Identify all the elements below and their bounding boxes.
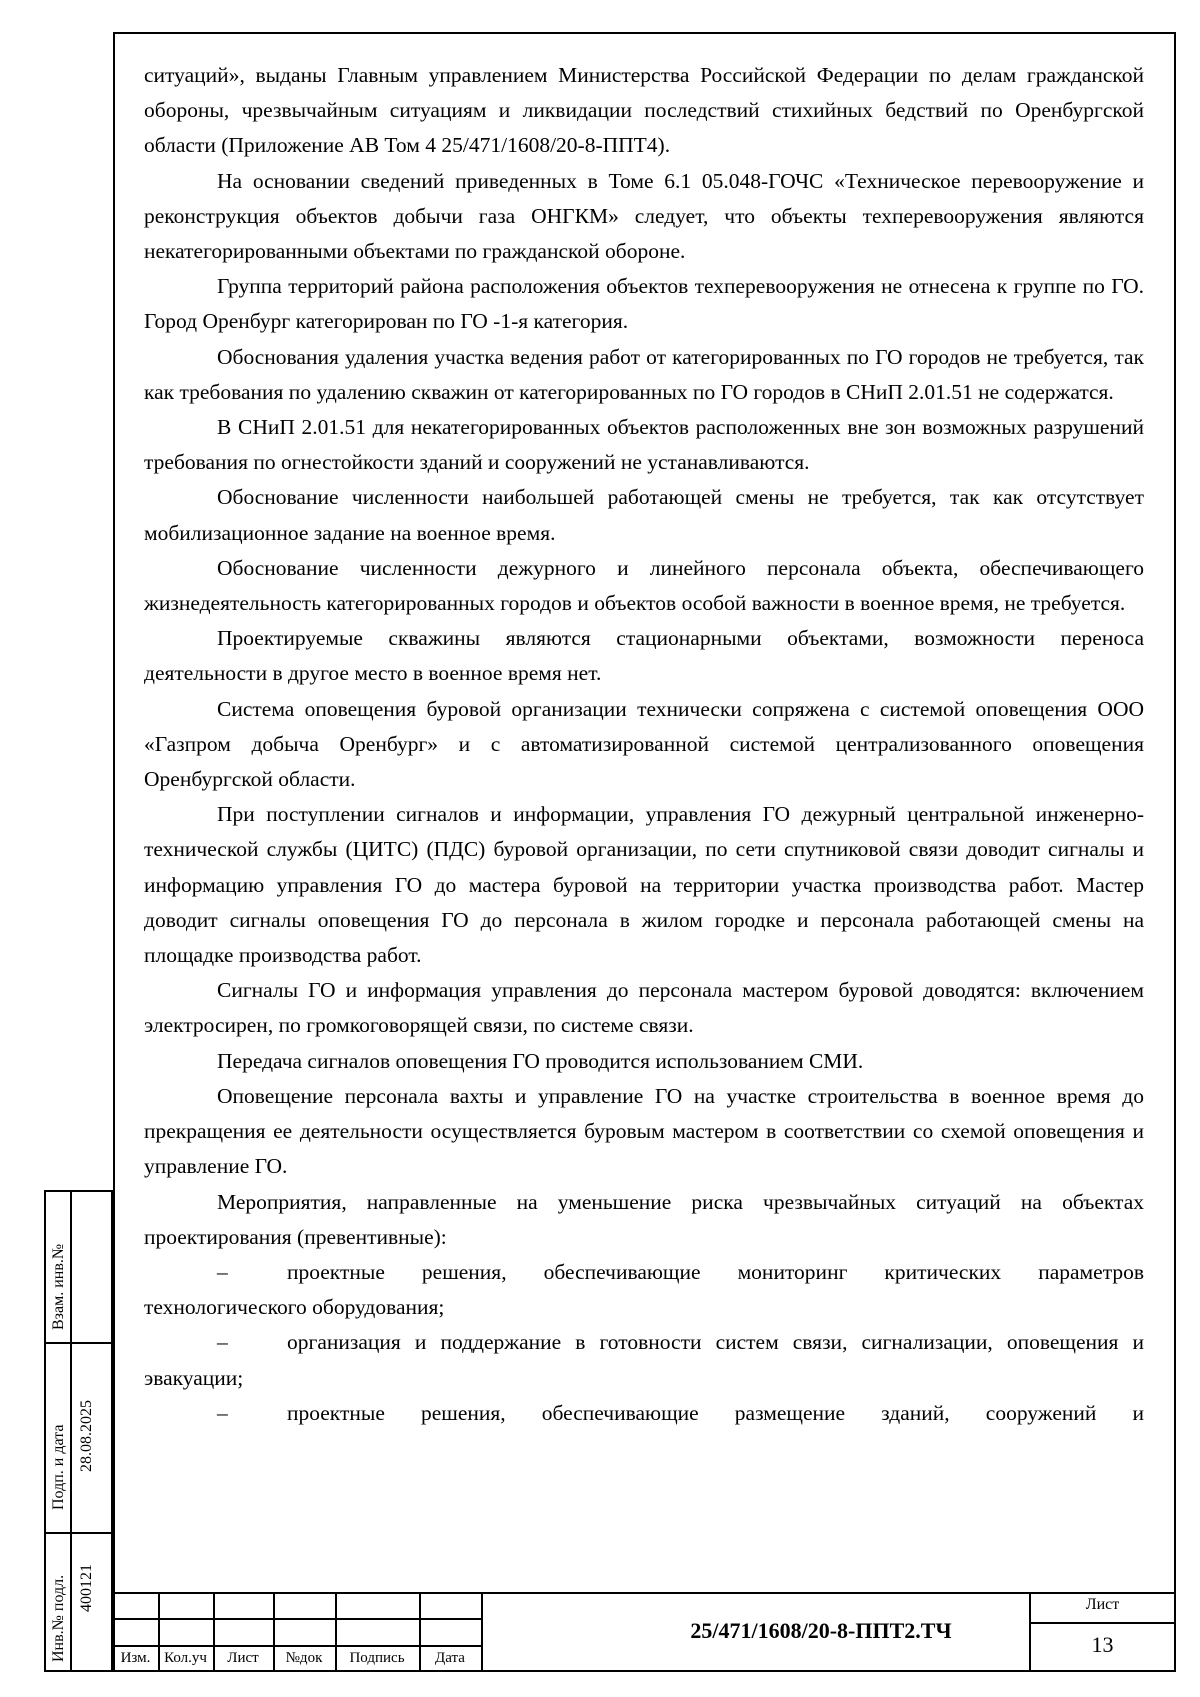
paragraph: Оповещение персонала вахты и управление ГО на участке строительства в военное время до прекращения ее деятельности осуществляется буровым мастером в соответствии со схемой оповещения и управление ГО. — [144, 1083, 1144, 1179]
list-item — [144, 1396, 1144, 1431]
side-stamp-divider — [70, 1192, 72, 1670]
title-block-row-line — [113, 1618, 483, 1620]
col-label-data: Дата — [435, 1650, 465, 1666]
inv-podl-value: 400121 — [78, 1564, 95, 1612]
list-item — [144, 1325, 1144, 1395]
paragraph: Система оповещения буровой организации технически сопряжена с системой оповещения ООО «Газпром добыча Оренбург» и с автоматизированной системой централизованного оповещения Оренбургской области. — [144, 696, 1144, 792]
paragraph: В СНиП 2.01.51 для некатегорированных объектов расположенных вне зон возможных разрушений требования по огнестойкости зданий и сооружений не устанавливаются. — [144, 415, 1144, 475]
col-label-list: Лист — [227, 1650, 259, 1666]
paragraph: Проектируемые скважины являются стационарными объектами, возможности переноса деятельности в другое место в военное время нет. — [144, 626, 1144, 686]
col-label-ndok: №док — [285, 1650, 323, 1666]
paragraph: На основании сведений приведенных в Томе 6.1 05.048-ГОЧС «Техническое перевооружение и реконструкция объектов добычи газа ОНГКМ» следует, что объекты техперевооружения являются некатегорированными объектами по гражданской обороне. — [144, 168, 1144, 264]
title-block — [113, 1592, 1176, 1672]
paragraph: Группа территорий района расположения объектов техперевооружения не отнесена к группе по ГО. Город Оренбург категорирован по ГО -1-я категория. — [144, 274, 1144, 334]
vzam-inv-label: Взам. инв.№ — [50, 1243, 67, 1330]
side-stamp-row-line — [46, 1532, 111, 1534]
paragraph: Сигналы ГО и информация управления до персонала мастером буровой доводятся: включением электросирен, по громкоговорящей связи, по системе связи. — [144, 978, 1144, 1038]
inv-podl-label: Инв.№ подл. — [50, 1574, 67, 1662]
sheet-number: 13 — [1091, 1632, 1114, 1657]
list-dash: – — [217, 1400, 228, 1425]
paragraph: Обоснование численности дежурного и линейного персонала объекта, обеспечивающего жизнедеятельность категорированных городов и объектов особой важности в военное время, не требуется. — [144, 555, 1144, 616]
paragraph: Мероприятия, направленные на уменьшение риска чрезвычайных ситуаций на объектах проектирования (превентивные): — [144, 1189, 1144, 1249]
list-item-text: проектные решения, обеспечивающие размещение зданий, сооружений и — [287, 1400, 1144, 1425]
paragraph: При поступлении сигналов и информации, управления ГО дежурный центральной инженерно-технической службы (ЦИТС) (ПДС) буровой организации, по сети спутниковой связи доводит сигналы и информацию управления ГО до мастера буровой на территории участка производства работ. Мастер доводит сигналы оповещения ГО до персонала в жилом городке и персонала работающей смены на площадке производства работ. — [144, 802, 1144, 968]
podp-data-value: 28.08.2025 — [78, 1400, 95, 1472]
list-dash: – — [217, 1259, 228, 1284]
paragraph: Обоснование численности наибольшей работающей смены не требуется, так как отсутствует мобилизационное задание на военное время. — [144, 485, 1144, 545]
title-block-col-line — [481, 1592, 483, 1672]
col-label-kol-uch: Кол.уч — [164, 1650, 207, 1666]
document-body — [144, 58, 1144, 1431]
podp-data-label: Подп. и дата — [50, 1424, 67, 1510]
list-item-text: организация и поддержание в готовности систем связи, сигнализации, оповещения и эвакуации; — [144, 1330, 1144, 1390]
side-stamp-row-line — [46, 1342, 111, 1344]
title-block-row-line — [113, 1645, 483, 1647]
col-label-izm: Изм. — [120, 1650, 151, 1666]
paragraph: Передача сигналов оповещения ГО проводится использованием СМИ. — [217, 1048, 864, 1073]
side-stamp — [44, 1190, 113, 1672]
col-label-podpis: Подпись — [349, 1650, 405, 1666]
document-code: 25/471/1608/20-8-ППТ2.ТЧ — [690, 1618, 952, 1643]
list-dash: – — [217, 1330, 228, 1355]
paragraph: ситуаций», выданы Главным управлением Министерства Российской Федерации по делам гражданской обороны, чрезвычайным ситуациям и ликвидации последствий стихийных бедствий по Оренбургской области (Приложение АВ Том 4 25/471/1608/20-8-ППТ4). — [144, 63, 1144, 158]
list-item — [144, 1255, 1144, 1325]
list-item-text: проектные решения, обеспечивающие мониторинг критических параметров технологического оборудования; — [144, 1259, 1144, 1320]
paragraph: Обоснования удаления участка ведения работ от категорированных по ГО городов не требуется, так как требования по удалению скважин от категорированных по ГО городов в СНиП 2.01.51 не содержатся. — [144, 344, 1144, 404]
sheet-label: Лист — [1085, 1596, 1120, 1613]
